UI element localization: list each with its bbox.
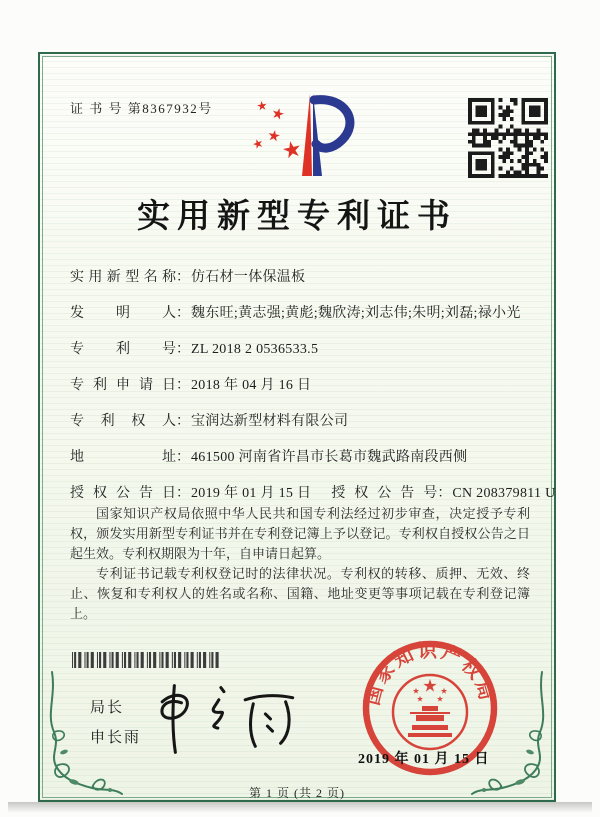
legal-paragraph-2: 专利证书记载专利权登记时的法律状况。专利权的转移、质押、无效、终止、恢复和专利权人的姓名或名称、国籍、地址变更等事项记载在专利登记簿上。 xyxy=(70,566,530,621)
field-colon: ： xyxy=(176,486,190,501)
field-colon: ： xyxy=(176,414,190,429)
field-label: 专利权人 xyxy=(70,414,176,429)
field-label: 专利号 xyxy=(70,342,176,357)
corner-ornament-left-icon xyxy=(44,670,126,796)
field-colon: ： xyxy=(176,306,190,321)
cnipa-logo-icon xyxy=(240,86,380,184)
field-label: 实用新型名称 xyxy=(70,270,176,285)
field-label: 发明人 xyxy=(70,306,176,321)
field-row-patent-number xyxy=(70,338,534,361)
field-colon: ： xyxy=(176,378,190,393)
seal-date: 2019 年 01 月 15 日 xyxy=(358,752,490,767)
seal-text: 国家知识产权局 xyxy=(362,640,498,708)
field-row-patentee xyxy=(70,410,534,433)
field-colon: ： xyxy=(176,342,190,357)
field-value: ZL 2018 2 0536533.5 xyxy=(191,342,319,357)
legal-paragraph-1: 国家知识产权局依照中华人民共和国专利法经过初步审查，决定授予专利权，颁发实用新型专利证书并在专利登记簿上予以登记。专利权自授权公告之日起生效。专利权期限为十年，自申请日起算。 xyxy=(70,506,530,561)
field-colon: ： xyxy=(437,486,452,501)
barcode-icon xyxy=(72,652,228,668)
legal-text xyxy=(70,504,530,624)
field-colon: ： xyxy=(176,270,190,285)
field-value: 461500 河南省许昌市长葛市魏武路南段西侧 xyxy=(191,450,468,465)
field-row-filing-date xyxy=(70,374,534,397)
director-title: 局长 xyxy=(90,699,125,716)
grant-date-value: 2019 年 01 月 15 日 xyxy=(191,486,312,501)
field-row-inventors xyxy=(70,302,534,325)
field-label: 授权公告日 xyxy=(70,486,176,501)
grant-number-value: CN 208379811 U xyxy=(452,486,556,501)
field-value: 宝润达新型材料有限公司 xyxy=(191,414,349,429)
field-row-address xyxy=(70,446,534,469)
signature-icon xyxy=(144,674,316,766)
field-label: 地址 xyxy=(70,450,176,465)
certificate-number: 证 书 号 第8367932号 xyxy=(70,101,213,116)
field-row-name xyxy=(70,266,534,289)
field-label: 专利申请日 xyxy=(70,378,176,393)
field-value: 魏东旺;黄志强;黄彪;魏欣涛;刘志伟;朱明;刘磊;禄小光 xyxy=(191,306,521,321)
field-value: 仿石材一体保温板 xyxy=(191,270,306,285)
director-name: 申长雨 xyxy=(90,729,142,746)
field-row-grant xyxy=(70,482,556,505)
field-colon: ： xyxy=(176,450,190,465)
patent-certificate xyxy=(38,52,556,802)
qr-code-icon xyxy=(468,98,548,178)
page-indicator: 第 1 页 (共 2 页) xyxy=(249,786,345,800)
certificate-title: 实用新型专利证书 xyxy=(137,199,457,235)
photo-edge-shadow xyxy=(8,802,592,813)
fields-block xyxy=(70,266,556,518)
field-label: 授权公告号 xyxy=(331,486,438,501)
field-value: 2018 年 04 月 16 日 xyxy=(191,378,312,393)
svg-text:国家知识产权局 xyxy=(361,639,498,708)
